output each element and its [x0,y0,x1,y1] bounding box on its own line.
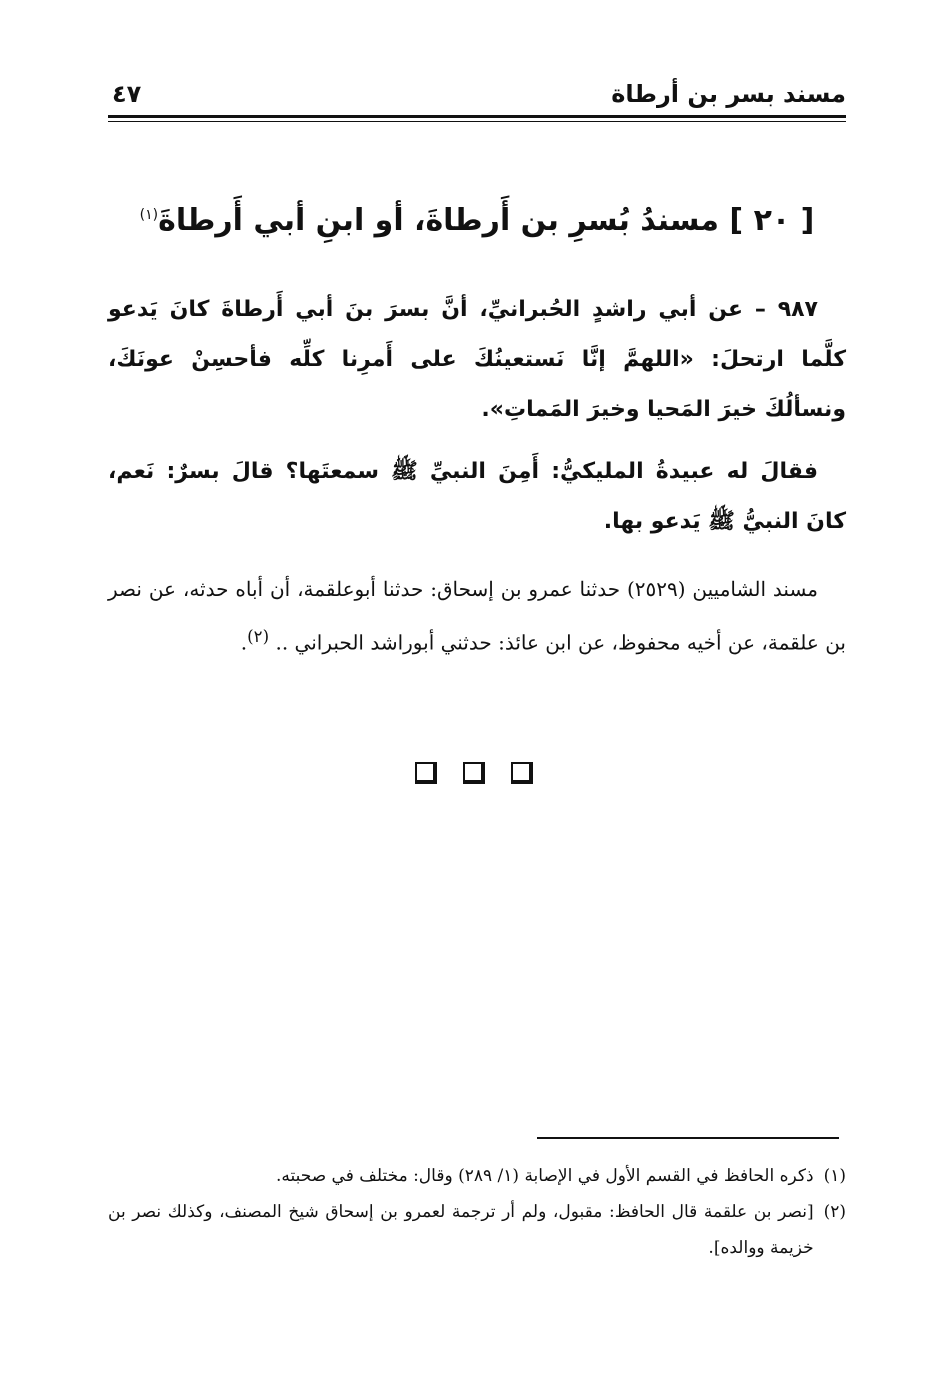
page-number: ٤٧ [112,80,142,108]
source-citation [108,565,846,667]
footnote-number: (٢) [823,1202,846,1222]
separator-square-icon [511,762,533,784]
hadith-body [108,285,846,559]
footnote-item [108,1158,846,1194]
footnotes [108,1158,846,1266]
footnote-ref-1: (١) [139,207,159,223]
footnote-item [108,1194,846,1266]
hadith-paragraph-2: فقالَ له عبيدةُ المليكيُّ: أَمِنَ النبيِّ ﷺ سمعتَها؟ قالَ بسرٌ: نَعم، كانَ النبيُّ ﷺ يَدعو بها. [108,459,846,534]
section-title [108,190,846,246]
footnote-rule [537,1137,839,1139]
running-header [108,78,846,114]
separator-square-icon [463,762,485,784]
footnote-number: (١) [823,1166,846,1186]
header-rule-thin [108,121,846,122]
separator-square-icon [415,762,437,784]
source-citation-text: مسند الشاميين (٢٥٢٩) حدثنا عمرو بن إسحاق: حدثنا أبوعلقمة، أن أباه حدثه، عن نصر بن علقمة، عن أخيه محفوظ، عن ابن عائذ: حدثني أبوراشد الحبراني .. [108,577,846,655]
hadith-paragraph-1: ٩٨٧ – عن أبي راشدٍ الحُبرانيِّ، أنَّ بسرَ بنَ أبي أَرطاةَ كانَ يَدعو كلَّما ارتحلَ: «اللهمَّ إنَّا نَستعينُكَ على أَمرِنا كلِّه فأحسِنْ عونَكَ، ونسألُكَ خيرَ المَحيا وخيرَ المَماتِ». [108,297,846,422]
footnote-text: [نصر بن علقمة قال الحافظ: مقبول، ولم أر ترجمة لعمرو بن إسحاق شيخ المصنف، وكذلك نصر بن خزيمة ووالده]. [108,1202,814,1258]
running-header-title: مسند بسر بن أرطاة [611,80,846,108]
section-title-text: [ ٢٠ ] مسندُ بُسرِ بن أَرطاةَ، أو ابنِ أبي أَرطاةَ [158,203,815,238]
source-citation-end: . [240,630,248,655]
footnote-text: ذكره الحافظ في القسم الأول في الإصابة (١/ ٢٨٩) وقال: مختلف في صحبته. [275,1166,814,1186]
footnote-ref-2: (٢) [247,627,270,646]
header-rule-thick [108,115,846,118]
section-separator [0,762,947,784]
